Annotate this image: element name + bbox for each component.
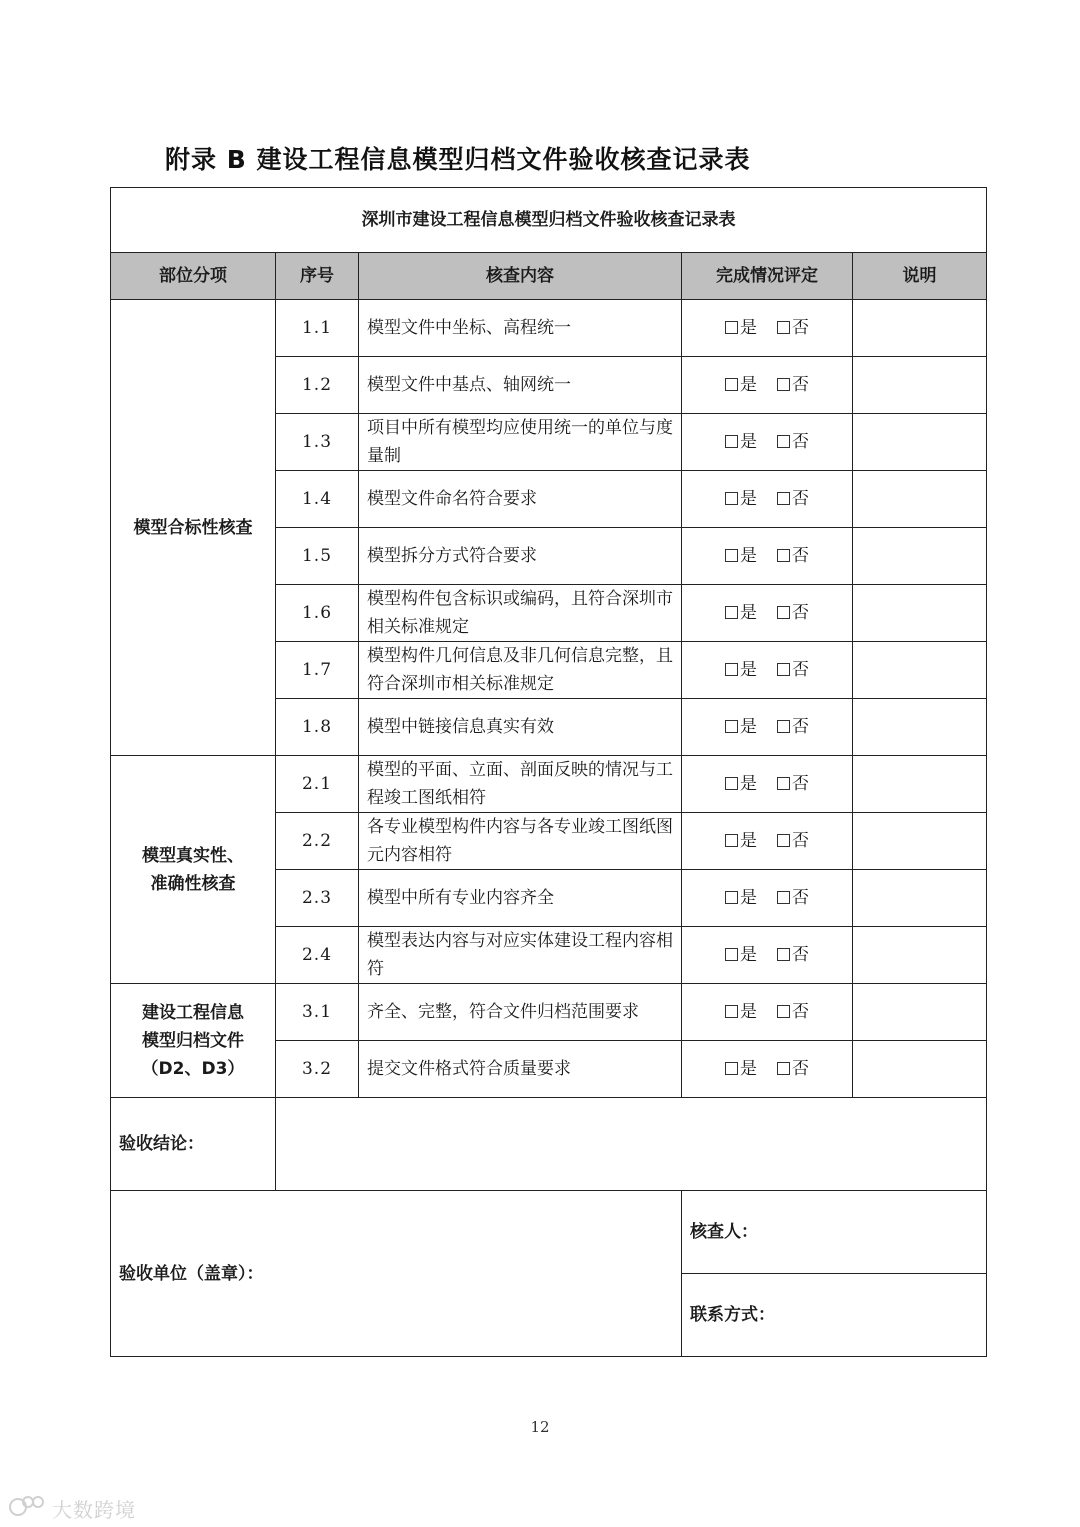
option-no-label: 否 [792, 831, 809, 851]
option-yes-label: 是 [740, 432, 757, 452]
checkbox-icon[interactable] [725, 606, 738, 619]
row-content: 项目中所有模型均应使用统一的单位与度量制 [359, 414, 682, 471]
checkbox-no[interactable] [777, 603, 809, 623]
checkbox-icon[interactable] [777, 891, 790, 904]
row-content: 模型中链接信息真实有效 [359, 699, 682, 756]
column-header-content: 核查内容 [359, 253, 682, 300]
option-no-label: 否 [792, 432, 809, 452]
row-seq: 1.5 [276, 528, 359, 585]
row-seq: 3.2 [276, 1041, 359, 1098]
checkbox-yes[interactable] [725, 375, 757, 395]
checkbox-no[interactable] [777, 717, 809, 737]
option-yes-label: 是 [740, 375, 757, 395]
checkbox-yes[interactable] [725, 660, 757, 680]
row-note[interactable] [853, 528, 987, 585]
row-rating [682, 984, 853, 1041]
option-yes-label: 是 [740, 546, 757, 566]
checkbox-icon[interactable] [725, 1005, 738, 1018]
acceptance-unit-label: 验收单位（盖章）： [111, 1191, 682, 1357]
row-note[interactable] [853, 642, 987, 699]
row-content: 模型构件包含标识或编码，且符合深圳市相关标准规定 [359, 585, 682, 642]
row-rating [682, 585, 853, 642]
checkbox-icon[interactable] [725, 321, 738, 334]
option-no-label: 否 [792, 603, 809, 623]
row-content: 齐全、完整，符合文件归档范围要求 [359, 984, 682, 1041]
row-rating [682, 528, 853, 585]
checkbox-icon[interactable] [777, 606, 790, 619]
row-note[interactable] [853, 585, 987, 642]
row-content: 模型文件中坐标、高程统一 [359, 300, 682, 357]
watermark-text: 大数跨境 [52, 1498, 136, 1522]
row-content: 模型文件中基点、轴网统一 [359, 357, 682, 414]
row-content: 模型的平面、立面、剖面反映的情况与工程竣工图纸相符 [359, 756, 682, 813]
checkbox-icon[interactable] [777, 834, 790, 847]
option-no-label: 否 [792, 1002, 809, 1022]
table-row [111, 756, 987, 813]
checkbox-icon[interactable] [725, 663, 738, 676]
row-content: 模型构件几何信息及非几何信息完整，且符合深圳市相关标准规定 [359, 642, 682, 699]
checkbox-icon[interactable] [725, 549, 738, 562]
inspector-label: 核查人： [682, 1191, 987, 1274]
checkbox-yes[interactable] [725, 945, 757, 965]
checkbox-no[interactable] [777, 375, 809, 395]
option-yes-label: 是 [740, 831, 757, 851]
option-no-label: 否 [792, 774, 809, 794]
page-number: 12 [530, 1418, 550, 1436]
checkbox-icon[interactable] [725, 948, 738, 961]
conclusion-field[interactable] [276, 1098, 987, 1191]
checkbox-icon[interactable] [725, 492, 738, 505]
section-name-line: 建设工程信息 [142, 1002, 244, 1023]
checkbox-yes[interactable] [725, 717, 757, 737]
option-yes-label: 是 [740, 774, 757, 794]
row-rating [682, 699, 853, 756]
row-seq: 2.1 [276, 756, 359, 813]
checkbox-yes[interactable] [725, 432, 757, 452]
conclusion-row [111, 1098, 987, 1191]
checkbox-icon[interactable] [777, 948, 790, 961]
table-row [111, 984, 987, 1041]
option-yes-label: 是 [740, 603, 757, 623]
row-seq: 1.3 [276, 414, 359, 471]
row-note[interactable] [853, 1041, 987, 1098]
option-yes-label: 是 [740, 318, 757, 338]
checkbox-yes[interactable] [725, 831, 757, 851]
checkbox-icon[interactable] [777, 435, 790, 448]
row-seq: 3.1 [276, 984, 359, 1041]
option-yes-label: 是 [740, 945, 757, 965]
checkbox-no[interactable] [777, 432, 809, 452]
checkbox-no[interactable] [777, 318, 809, 338]
option-no-label: 否 [792, 546, 809, 566]
checkbox-icon[interactable] [725, 834, 738, 847]
row-note[interactable] [853, 471, 987, 528]
row-rating [682, 357, 853, 414]
document-heading: 附录 B 建设工程信息模型归档文件验收核查记录表 [165, 145, 751, 174]
checkbox-icon[interactable] [725, 720, 738, 733]
row-seq: 1.8 [276, 699, 359, 756]
row-rating [682, 300, 853, 357]
column-header-section: 部位分项 [111, 253, 276, 300]
option-no-label: 否 [792, 489, 809, 509]
inspection-record-table [110, 187, 987, 1357]
row-content: 模型文件命名符合要求 [359, 471, 682, 528]
checkbox-icon[interactable] [725, 435, 738, 448]
table-header-row [111, 253, 987, 300]
checkbox-yes[interactable] [725, 318, 757, 338]
option-no-label: 否 [792, 1059, 809, 1079]
column-header-note: 说明 [853, 253, 987, 300]
row-note[interactable] [853, 927, 987, 984]
checkbox-no[interactable] [777, 546, 809, 566]
checkbox-icon[interactable] [777, 1062, 790, 1075]
checkbox-no[interactable] [777, 945, 809, 965]
option-yes-label: 是 [740, 717, 757, 737]
row-note[interactable] [853, 414, 987, 471]
row-note[interactable] [853, 870, 987, 927]
row-note[interactable] [853, 813, 987, 870]
row-rating [682, 756, 853, 813]
checkbox-icon[interactable] [777, 549, 790, 562]
conclusion-label: 验收结论： [111, 1098, 276, 1191]
row-seq: 2.4 [276, 927, 359, 984]
section-name-line: （D2、D3） [141, 1058, 245, 1079]
checkbox-yes[interactable] [725, 774, 757, 794]
checkbox-no[interactable] [777, 1059, 809, 1079]
checkbox-no[interactable] [777, 888, 809, 908]
checkbox-yes[interactable] [725, 546, 757, 566]
table-row [111, 300, 987, 357]
row-rating [682, 813, 853, 870]
section-name [111, 984, 276, 1098]
checkbox-icon[interactable] [777, 720, 790, 733]
row-seq: 2.2 [276, 813, 359, 870]
row-seq: 1.7 [276, 642, 359, 699]
checkbox-icon[interactable] [725, 378, 738, 391]
table-title: 深圳市建设工程信息模型归档文件验收核查记录表 [111, 188, 987, 253]
option-no-label: 否 [792, 717, 809, 737]
checkbox-no[interactable] [777, 660, 809, 680]
row-content: 模型表达内容与对应实体建设工程内容相符 [359, 927, 682, 984]
row-seq: 2.3 [276, 870, 359, 927]
option-no-label: 否 [792, 318, 809, 338]
option-no-label: 否 [792, 660, 809, 680]
row-content: 模型中所有专业内容齐全 [359, 870, 682, 927]
row-seq: 1.1 [276, 300, 359, 357]
row-note[interactable] [853, 699, 987, 756]
watermark [8, 1490, 148, 1524]
row-content: 模型拆分方式符合要求 [359, 528, 682, 585]
checkbox-yes[interactable] [725, 1002, 757, 1022]
checkbox-yes[interactable] [725, 603, 757, 623]
table-body [111, 300, 987, 1098]
row-rating [682, 642, 853, 699]
checkbox-no[interactable] [777, 831, 809, 851]
row-rating [682, 471, 853, 528]
checkbox-icon[interactable] [725, 891, 738, 904]
option-yes-label: 是 [740, 489, 757, 509]
section-name-line: 模型归档文件 [142, 1030, 244, 1051]
checkbox-no[interactable] [777, 774, 809, 794]
row-note[interactable] [853, 300, 987, 357]
section-name-line: 模型真实性、 [142, 845, 244, 866]
section-name [111, 300, 276, 756]
row-note[interactable] [853, 984, 987, 1041]
checkbox-icon[interactable] [725, 777, 738, 790]
checkbox-icon[interactable] [777, 492, 790, 505]
checkbox-no[interactable] [777, 1002, 809, 1022]
checkbox-icon[interactable] [777, 378, 790, 391]
watermark-logo-icon [8, 1492, 48, 1522]
row-seq: 1.4 [276, 471, 359, 528]
option-yes-label: 是 [740, 1002, 757, 1022]
checkbox-yes[interactable] [725, 888, 757, 908]
row-note[interactable] [853, 357, 987, 414]
checkbox-no[interactable] [777, 489, 809, 509]
checkbox-icon[interactable] [777, 321, 790, 334]
row-rating [682, 414, 853, 471]
sign-row-inspector [111, 1191, 987, 1274]
checkbox-yes[interactable] [725, 489, 757, 509]
checkbox-icon[interactable] [777, 1005, 790, 1018]
section-name [111, 756, 276, 984]
column-header-seq: 序号 [276, 253, 359, 300]
column-header-rating: 完成情况评定 [682, 253, 853, 300]
row-rating [682, 870, 853, 927]
checkbox-icon[interactable] [777, 777, 790, 790]
row-content: 各专业模型构件内容与各专业竣工图纸图元内容相符 [359, 813, 682, 870]
row-rating [682, 927, 853, 984]
row-rating [682, 1041, 853, 1098]
row-seq: 1.6 [276, 585, 359, 642]
checkbox-icon[interactable] [725, 1062, 738, 1075]
contact-label: 联系方式： [682, 1274, 987, 1357]
section-name-line: 准确性核查 [150, 873, 236, 894]
row-content: 提交文件格式符合质量要求 [359, 1041, 682, 1098]
option-yes-label: 是 [740, 1059, 757, 1079]
checkbox-icon[interactable] [777, 663, 790, 676]
option-no-label: 否 [792, 375, 809, 395]
section-name-line: 模型合标性核查 [133, 517, 253, 538]
option-no-label: 否 [792, 945, 809, 965]
option-yes-label: 是 [740, 888, 757, 908]
option-yes-label: 是 [740, 660, 757, 680]
row-note[interactable] [853, 756, 987, 813]
option-no-label: 否 [792, 888, 809, 908]
row-seq: 1.2 [276, 357, 359, 414]
checkbox-yes[interactable] [725, 1059, 757, 1079]
